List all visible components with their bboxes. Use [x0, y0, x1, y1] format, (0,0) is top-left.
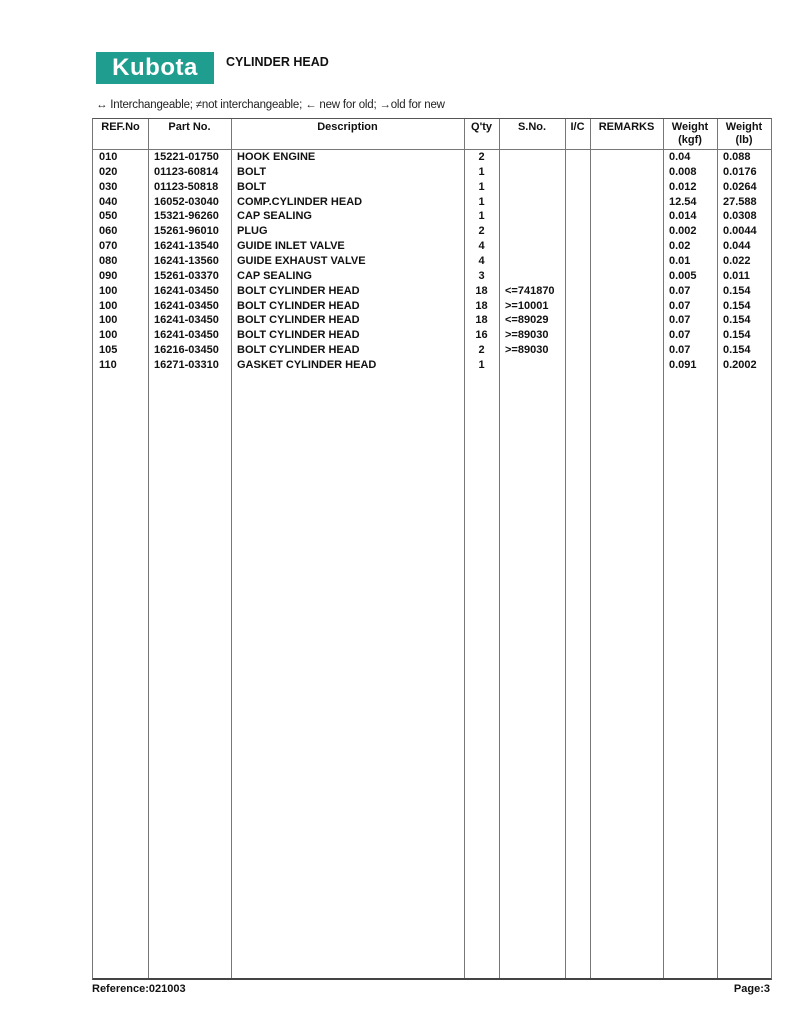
cell-weight-kgf: 0.091 [669, 358, 697, 371]
cell-quantity: 18 [475, 314, 488, 327]
cell-weight-lb: 0.0264 [723, 180, 757, 193]
cell-weight-kgf: 0.014 [669, 210, 697, 223]
column-divider [565, 119, 566, 978]
cell-weight-lb: 0.044 [723, 240, 751, 253]
cell-description: BOLT [237, 180, 267, 193]
cell-quantity: 4 [478, 254, 485, 267]
cell-serial-no: >=89030 [505, 329, 549, 342]
cell-weight-kgf: 0.002 [669, 225, 697, 238]
cell-weight-kgf: 0.01 [669, 254, 691, 267]
cell-part-no: 15221-01750 [154, 151, 219, 163]
cell-weight-kgf: 0.005 [669, 269, 697, 282]
cell-quantity: 18 [475, 284, 488, 297]
cell-serial-no: >=89030 [505, 344, 549, 357]
cell-description: HOOK ENGINE [237, 151, 316, 163]
header-ic: I/C [570, 121, 585, 133]
cell-description: CAP SEALING [237, 210, 312, 223]
cell-part-no: 15321-96260 [154, 210, 219, 223]
cell-ref-no: 100 [99, 284, 118, 297]
kubota-logo: Kubota [96, 52, 214, 84]
header-weight-lb-line2: (lb) [735, 134, 753, 146]
cell-part-no: 16241-13560 [154, 254, 219, 267]
cell-part-no: 16241-13540 [154, 240, 219, 253]
cell-description: BOLT [237, 165, 267, 178]
cell-quantity: 1 [478, 210, 485, 223]
column-divider [717, 119, 718, 978]
cell-part-no: 16271-03310 [154, 358, 219, 371]
cell-weight-kgf: 0.008 [669, 165, 697, 178]
column-divider [590, 119, 591, 978]
cell-description: GUIDE EXHAUST VALVE [237, 254, 366, 267]
cell-part-no: 16241-03450 [154, 299, 219, 312]
cell-part-no: 16241-03450 [154, 329, 219, 342]
cell-description: BOLT CYLINDER HEAD [237, 329, 360, 342]
cell-weight-lb: 0.154 [723, 284, 751, 297]
cell-ref-no: 105 [99, 344, 118, 357]
cell-weight-lb: 0.011 [723, 269, 750, 282]
cell-weight-kgf: 0.07 [669, 284, 691, 297]
reference-code: Reference:021003 [92, 983, 186, 995]
cell-part-no: 16216-03450 [154, 344, 219, 357]
page-number: Page:3 [733, 983, 770, 995]
cell-part-no: 15261-03370 [154, 269, 219, 282]
cell-weight-lb: 27.588 [723, 195, 757, 208]
cell-description: CAP SEALING [237, 269, 312, 282]
header-description: Description [317, 121, 378, 133]
cell-description: GUIDE INLET VALVE [237, 240, 345, 253]
header-remarks: REMARKS [598, 121, 655, 133]
column-divider [663, 119, 664, 978]
cell-weight-lb: 0.0308 [723, 210, 757, 223]
cell-part-no: 01123-60814 [154, 165, 219, 178]
cell-quantity: 1 [478, 180, 485, 193]
cell-quantity: 1 [478, 165, 485, 178]
cell-description: BOLT CYLINDER HEAD [237, 314, 360, 327]
cell-description: BOLT CYLINDER HEAD [237, 284, 360, 297]
column-divider [499, 119, 500, 978]
cell-serial-no: <=741870 [505, 284, 555, 297]
cell-ref-no: 060 [99, 225, 118, 238]
header-quantity: Q'ty [471, 121, 492, 133]
parts-table [92, 118, 772, 980]
cell-ref-no: 040 [99, 195, 118, 208]
cell-weight-kgf: 12.54 [669, 195, 697, 208]
cell-part-no: 16241-03450 [154, 284, 219, 297]
cell-weight-kgf: 0.07 [669, 314, 691, 327]
interchange-legend: ↔ Interchangeable; ≠not interchangeable; ← new for old; →old for new [96, 99, 445, 111]
cell-weight-lb: 0.2002 [723, 358, 757, 371]
cell-weight-lb: 0.154 [723, 329, 751, 342]
cell-description: GASKET CYLINDER HEAD [237, 358, 377, 371]
cell-ref-no: 010 [99, 151, 118, 163]
header-part-no: Part No. [168, 121, 211, 133]
cell-part-no: 01123-50818 [154, 180, 219, 193]
header-weight-kgf-line2: (kgf) [678, 134, 702, 146]
cell-quantity: 16 [475, 329, 488, 342]
cell-weight-kgf: 0.02 [669, 240, 691, 253]
cell-weight-kgf: 0.012 [669, 180, 697, 193]
cell-quantity: 3 [478, 269, 485, 282]
header-weight-kgf-line1: Weight [671, 121, 709, 133]
cell-quantity: 4 [478, 240, 485, 253]
cell-description: BOLT CYLINDER HEAD [237, 299, 360, 312]
cell-quantity: 2 [478, 151, 485, 163]
cell-ref-no: 110 [99, 358, 117, 371]
header-serial-no: S.No. [517, 121, 547, 133]
header-weight-lb-line1: Weight [725, 121, 763, 133]
cell-description: PLUG [237, 225, 268, 238]
cell-part-no: 16241-03450 [154, 314, 219, 327]
cell-quantity: 18 [475, 299, 488, 312]
cell-ref-no: 100 [99, 314, 118, 327]
cell-weight-lb: 0.022 [723, 254, 751, 267]
cell-description: BOLT CYLINDER HEAD [237, 344, 360, 357]
header-ref-no: REF.No [101, 121, 140, 133]
cell-serial-no: >=10001 [505, 299, 549, 312]
cell-part-no: 15261-96010 [154, 225, 219, 238]
cell-ref-no: 100 [99, 299, 118, 312]
cell-quantity: 1 [478, 195, 485, 208]
cell-weight-lb: 0.154 [723, 314, 751, 327]
cell-quantity: 2 [478, 344, 485, 357]
cell-weight-lb: 0.088 [723, 151, 751, 163]
cell-ref-no: 100 [99, 329, 118, 342]
cell-weight-lb: 0.154 [723, 344, 751, 357]
cell-weight-lb: 0.0044 [723, 225, 757, 238]
cell-weight-lb: 0.154 [723, 299, 751, 312]
cell-weight-lb: 0.0176 [723, 165, 757, 178]
cell-ref-no: 080 [99, 254, 118, 267]
header-weight-kgf [663, 121, 717, 147]
cell-quantity: 1 [478, 358, 485, 371]
column-divider [148, 119, 149, 978]
cell-ref-no: 070 [99, 240, 118, 253]
cell-weight-kgf: 0.07 [669, 344, 691, 357]
cell-weight-kgf: 0.07 [669, 329, 691, 342]
cell-ref-no: 090 [99, 269, 118, 282]
page-title: CYLINDER HEAD [226, 55, 329, 69]
cell-serial-no: <=89029 [505, 314, 549, 327]
cell-ref-no: 020 [99, 165, 118, 178]
cell-weight-kgf: 0.04 [669, 151, 691, 163]
header-weight-lb [717, 121, 771, 147]
cell-part-no: 16052-03040 [154, 195, 219, 208]
cell-quantity: 2 [478, 225, 485, 238]
cell-weight-kgf: 0.07 [669, 299, 691, 312]
column-divider [231, 119, 232, 978]
cell-ref-no: 050 [99, 210, 118, 223]
cell-ref-no: 030 [99, 180, 118, 193]
cell-description: COMP.CYLINDER HEAD [237, 195, 363, 208]
